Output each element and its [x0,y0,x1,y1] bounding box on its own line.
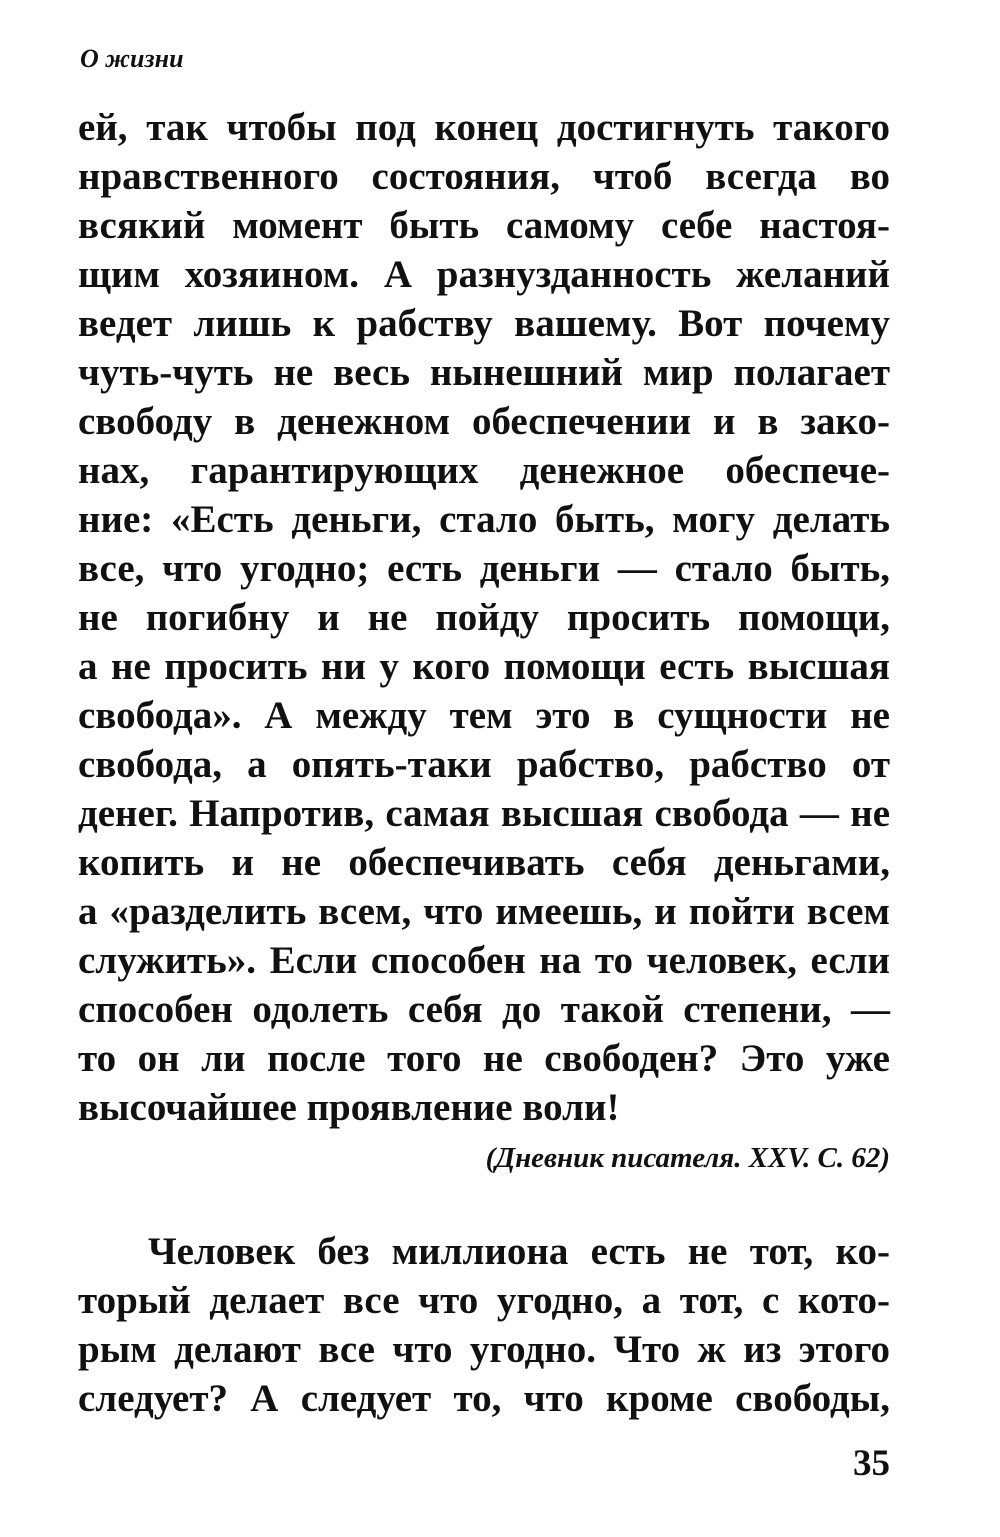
text-line: Человек без миллиона есть не тот, ко- [148,1230,890,1273]
text-line: служить». Если способен на то человек, если [78,939,890,982]
text-line: все, что угодно; есть деньги — стало быть, [78,547,890,590]
text-line: способен одолеть себя до такой степени, — [78,988,890,1031]
text-line: не погибну и не пойду просить помощи, [78,596,890,639]
text-line: ние: «Есть деньги, стало быть, могу делать [78,498,890,541]
text-line: всякий момент быть самому себе настоя- [78,204,890,247]
text-line: рым делают все что угодно. Что ж из этого [78,1328,890,1371]
text-line: то он ли после того не свободен? Это уже [78,1037,890,1080]
text-line: а «разделить всем, что имеешь, и пойти всем [78,890,890,933]
page-number: 35 [853,1443,890,1484]
text-line: чуть-чуть не весь нынешний мир полагает [78,351,890,394]
text-line: высочайшее проявление воли! [78,1086,620,1129]
text-line: копить и не обеспечивать себя деньгами, [78,841,890,884]
text-line: свобода». А между тем это в сущности не [78,694,890,737]
running-head: О жизни [80,44,184,73]
text-line: следует? А следует то, что кроме свободы, [78,1377,890,1420]
text-line: нравственного состояния, чтоб всегда во [78,155,890,198]
text-line: нах, гарантирующих денежное обеспече- [78,449,890,492]
text-line: ей, так чтобы под конец достигнуть такого [78,106,890,149]
text-line: ведет лишь к рабству вашему. Вот почему [78,302,890,345]
text-line: денег. Напротив, самая высшая свобода — не [78,792,890,835]
text-line: а не просить ни у кого помощи есть высшая [78,645,890,688]
text-line: свобода, а опять-таки рабство, рабство от [78,743,890,786]
text-line: торый делает все что угодно, а тот, с кото- [78,1279,890,1322]
text-line: щим хозяином. А разнузданность желаний [78,253,890,296]
citation: (Дневник писателя. XXV. С. 62) [485,1142,890,1174]
text-line: свободу в денежном обеспечении и в зако- [78,400,890,443]
